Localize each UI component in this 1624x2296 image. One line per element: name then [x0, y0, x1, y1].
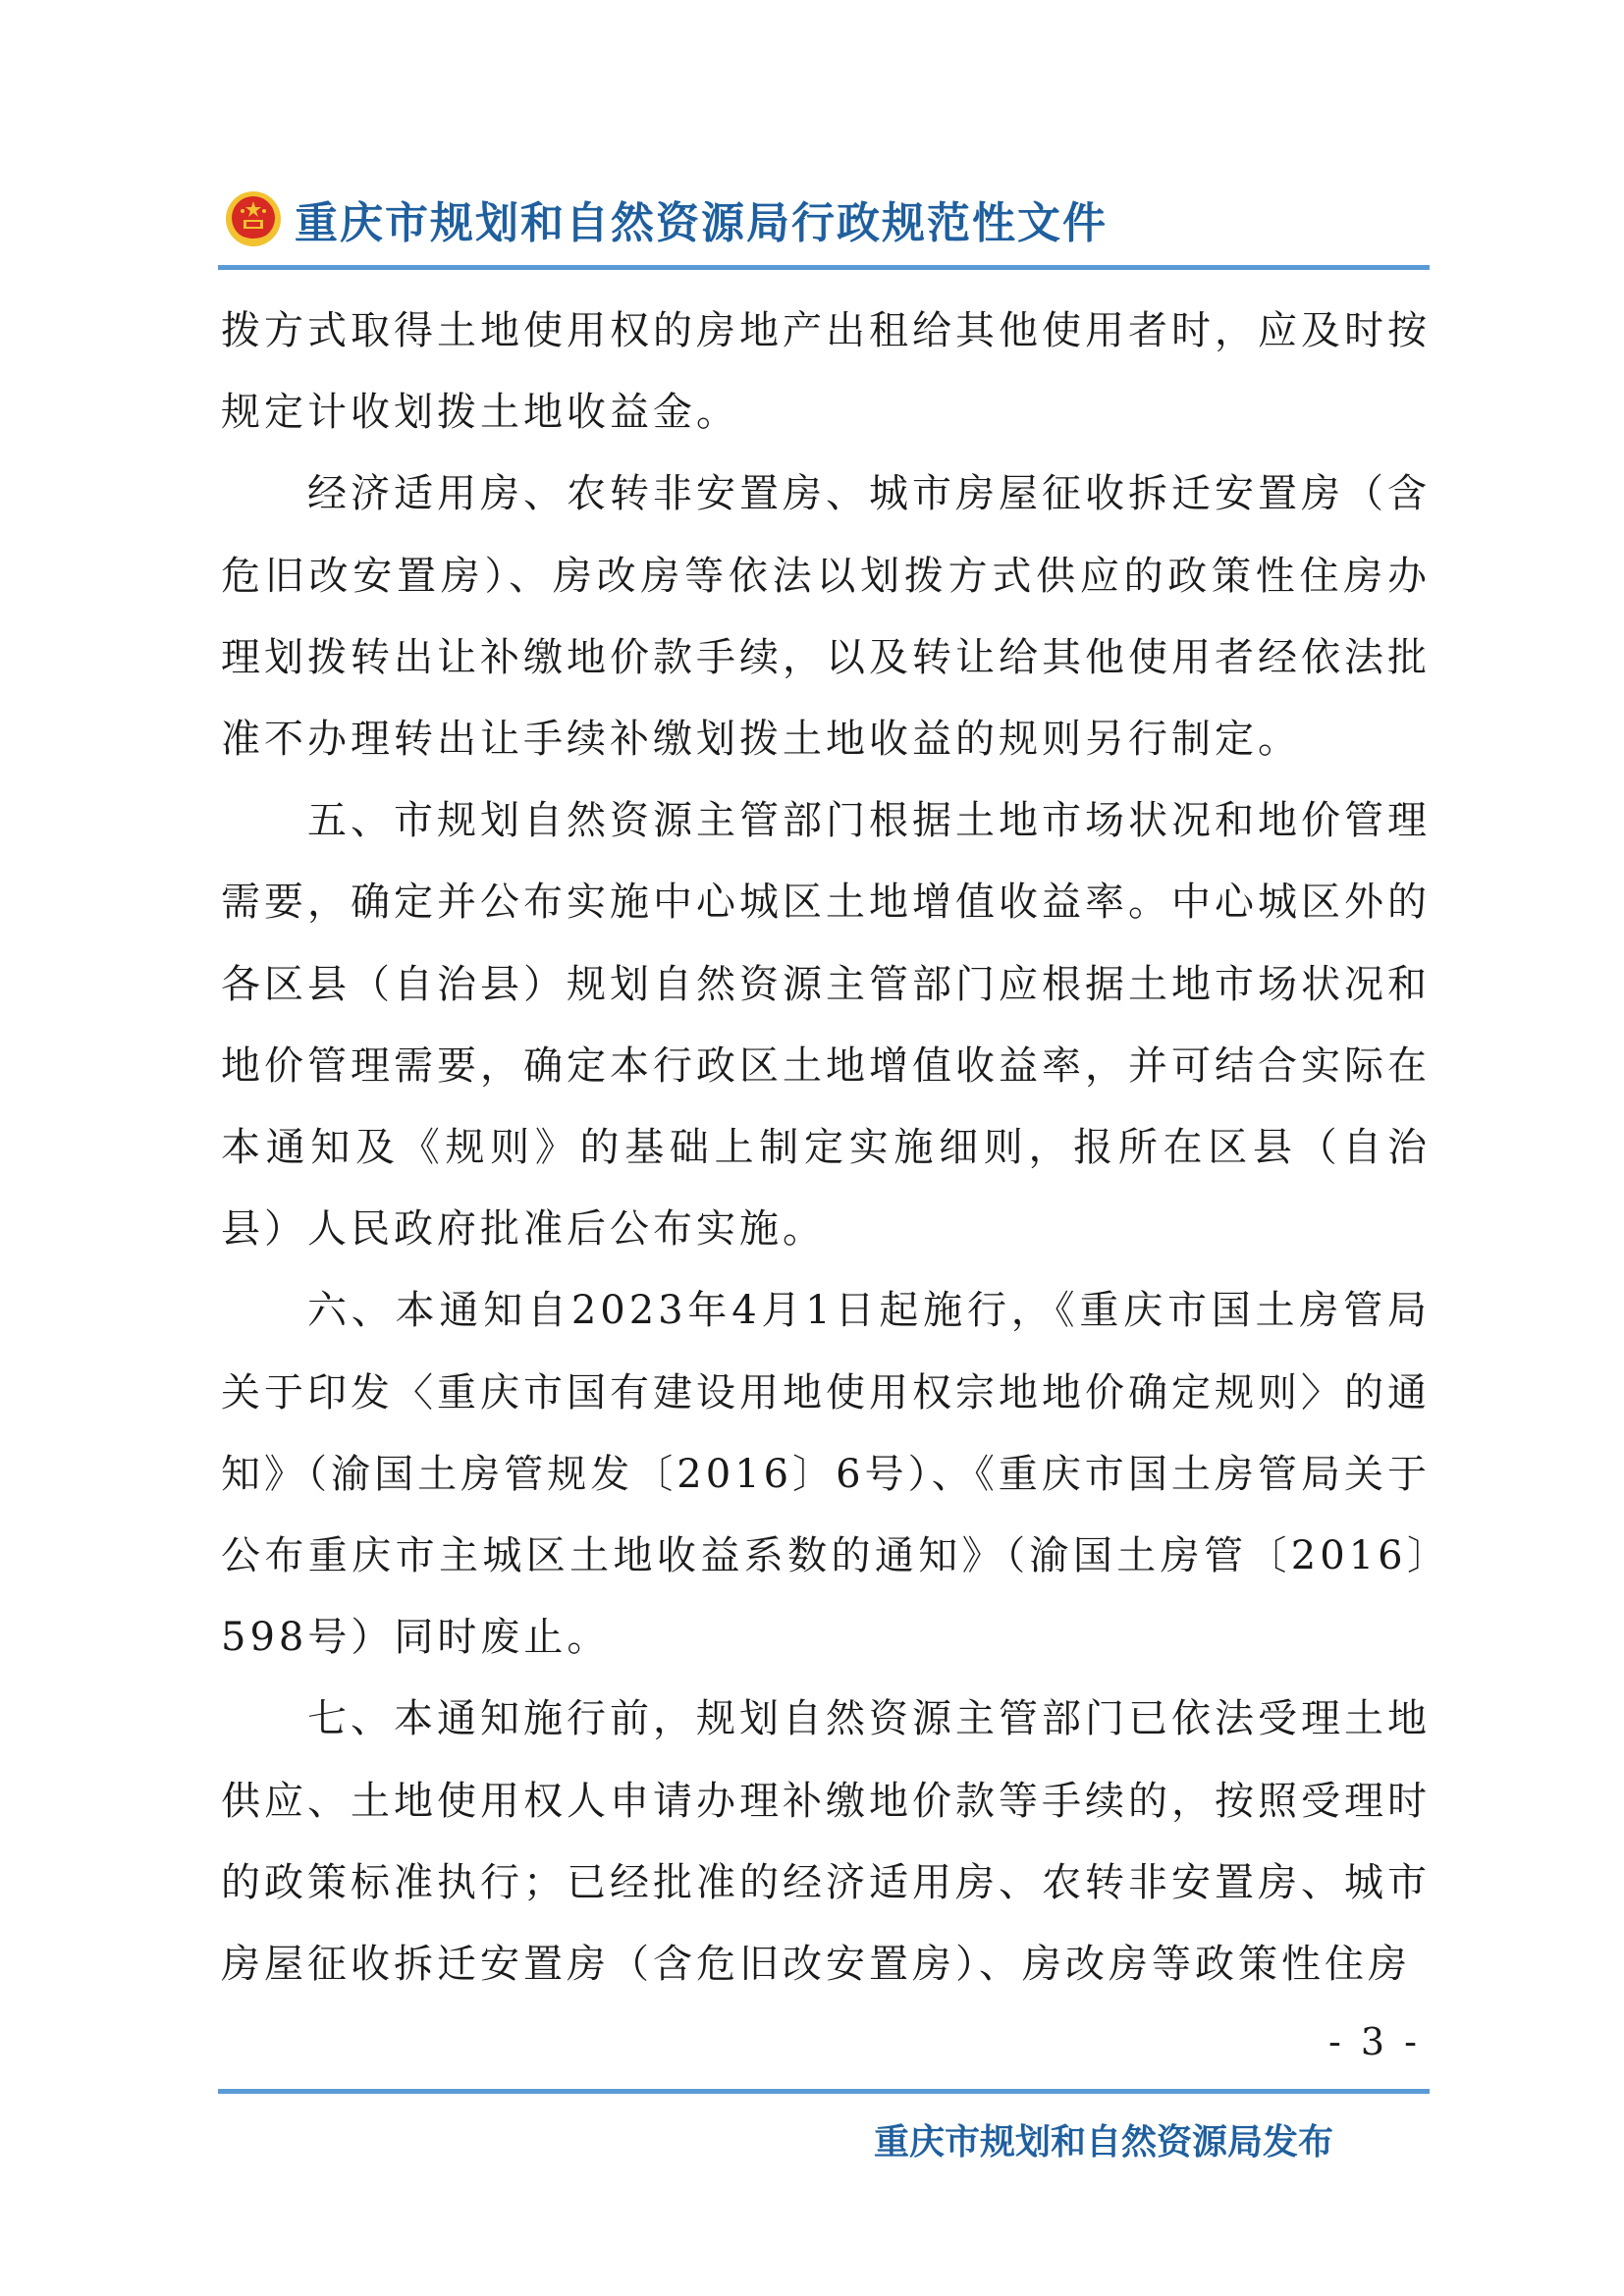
document-series-title: 重庆市规划和自然资源局行政规范性文件: [295, 198, 1108, 248]
paragraph: 五、市规划自然资源主管部门根据土地市场状况和地价管理需要，确定并公布实施中心城区土地增值收益率。中心城区外的各区县（自治县）规划自然资源主管部门应根据土地市场状况和地价管理需要，确定本行政区土地增值收益率，并可结合实际在本通知及《规则》的基础上制定实施细则，报所在区县（自治县）人民政府批准后公布实施。: [221, 798, 1431, 1253]
footer-publisher: 重庆市规划和自然资源局发布: [874, 2122, 1334, 2163]
page-number: - 3 -: [1327, 2020, 1421, 2063]
footer-rule: [218, 2089, 1430, 2094]
document-body: [221, 291, 1431, 2005]
national-emblem-icon: [224, 189, 283, 248]
header-rule: [218, 265, 1430, 270]
paragraph: 六、本通知自2023年4月1日起施行，《重庆市国土房管局关于印发〈重庆市国有建设用地使用权宗地地价确定规则〉的通知》（渝国土房管规发〔2016〕6号）、《重庆市国土房管局关于公布重庆市主城区土地收益系数的通知》（渝国土房管〔2016〕598号）同时废止。: [221, 1288, 1431, 1661]
document-header: [224, 185, 1108, 253]
paragraph: 七、本通知施行前，规划自然资源主管部门已依法受理土地供应、土地使用权人申请办理补缴地价款等手续的，按照受理时的政策标准执行；已经批准的经济适用房、农转非安置房、城市房屋征收拆迁安置房（含危旧改安置房）、房改房等政策性住房: [221, 1696, 1431, 1988]
paragraph: 拨方式取得土地使用权的房地产出租给其他使用者时，应及时按规定计收划拨土地收益金。: [221, 308, 1431, 436]
paragraph: 经济适用房、农转非安置房、城市房屋征收拆迁安置房（含危旧改安置房）、房改房等依法以划拨方式供应的政策性住房办理划拨转出让补缴地价款手续，以及转让给其他使用者经依法批准不办理转出让手续补缴划拨土地收益的规则另行制定。: [221, 471, 1431, 763]
